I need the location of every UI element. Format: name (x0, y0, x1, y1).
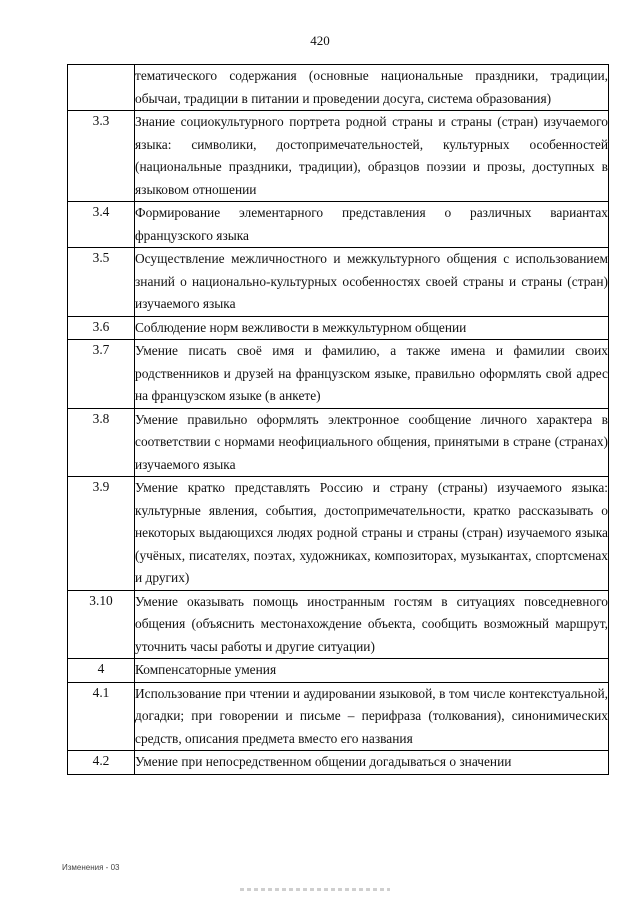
row-text: Умение правильно оформлять электронное сообщение личного характера в соответствии с нормами неофициального общения, принятыми в стране (странах) изучаемого языка (135, 408, 609, 477)
table-row (68, 340, 609, 409)
row-text: Умение писать своё имя и фамилию, а также имена и фамилии своих родственников и друзей на французском языке, правильно оформлять свой адрес на французском языке (в анкете) (135, 340, 609, 409)
table-row (68, 408, 609, 477)
row-text: Компенсаторные умения (135, 659, 609, 683)
row-number: 4.1 (68, 682, 135, 751)
row-text: Формирование элементарного представления о различных вариантах французского языка (135, 202, 609, 248)
row-number: 3.6 (68, 316, 135, 340)
scan-artifact (240, 888, 390, 891)
row-text: Соблюдение норм вежливости в межкультурном общении (135, 316, 609, 340)
table-row (68, 477, 609, 591)
content-table (67, 64, 609, 775)
row-text: тематического содержания (основные национальные праздники, традиции, обычаи, традиции в питании и проведении досуга, система образования) (135, 65, 609, 111)
row-text: Использование при чтении и аудировании языковой, в том числе контекстуальной, догадки; при говорении и письме – перифраза (толкования), синонимических средств, описания предмета вместо его названия (135, 682, 609, 751)
row-text: Умение кратко представлять Россию и страну (страны) изучаемого языка: культурные явления, события, достопримечательности, кратко рассказывать о некоторых выдающихся людях родной страны и страны (стран) изучаемого языка (учёных, писателях, поэтах, художниках, композиторах, музыкантах, спортсменах и других) (135, 477, 609, 591)
row-number: 3.8 (68, 408, 135, 477)
row-number: 3.7 (68, 340, 135, 409)
page-footer: Изменения - 03 (62, 863, 120, 872)
table-row (68, 590, 609, 659)
table-row (68, 248, 609, 317)
row-text: Умение при непосредственном общении догадываться о значении (135, 751, 609, 775)
page-number: 420 (310, 33, 330, 48)
row-number: 3.3 (68, 111, 135, 202)
row-number: 4 (68, 659, 135, 683)
row-number: 3.10 (68, 590, 135, 659)
table-row (68, 65, 609, 111)
row-number: 4.2 (68, 751, 135, 775)
row-number: 3.5 (68, 248, 135, 317)
table-row (68, 659, 609, 683)
table-row (68, 682, 609, 751)
table-row (68, 316, 609, 340)
row-number (68, 65, 135, 111)
row-text: Умение оказывать помощь иностранным гостям в ситуациях повседневного общения (объяснить местонахождение объекта, сообщить возможный маршрут, уточнить часы работы и другие ситуации) (135, 590, 609, 659)
table-row (68, 111, 609, 202)
table-row (68, 202, 609, 248)
row-number: 3.4 (68, 202, 135, 248)
row-number: 3.9 (68, 477, 135, 591)
table-row (68, 751, 609, 775)
row-text: Осуществление межличностного и межкультурного общения с использованием знаний о национально-культурных особенностях своей страны и страны (стран) изучаемого языка (135, 248, 609, 317)
row-text: Знание социокультурного портрета родной страны и страны (стран) изучаемого языка: символики, достопримечательностей, культурных особенностей (национальные праздники, традиции), образцов поэзии и прозы, доступных в языковом отношении (135, 111, 609, 202)
